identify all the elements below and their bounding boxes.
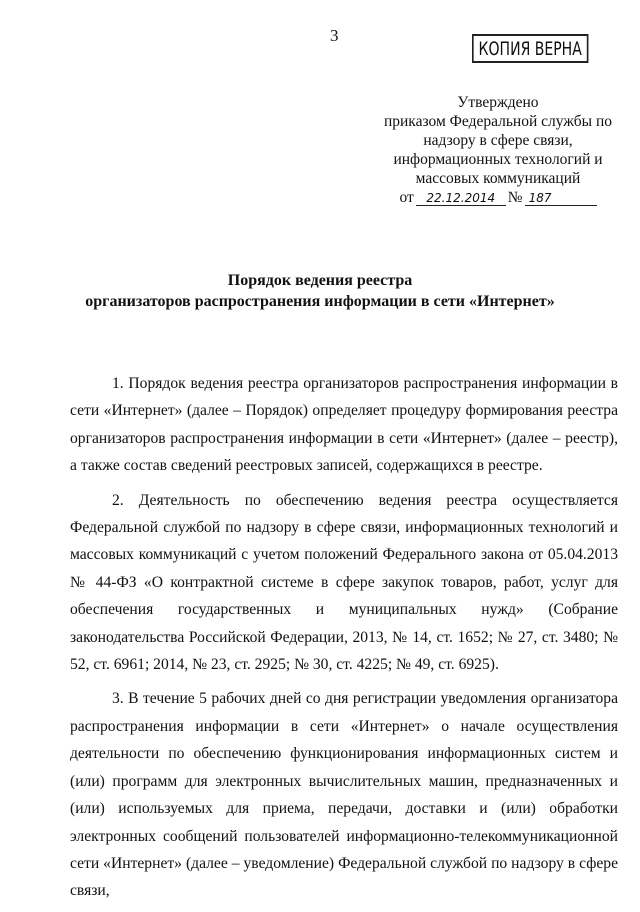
from-label: от: [399, 189, 414, 206]
title-line-2: организаторов распространения информации в сети «Интернет»: [85, 293, 555, 310]
approval-line-2: приказом Федеральной службы по: [383, 113, 613, 130]
number-label: №: [507, 189, 523, 206]
approval-line-5: массовых коммуникаций: [415, 170, 581, 187]
paragraph-3: 3. В течение 5 рабочих дней со дня регистрации уведомления организатора распространения информации в сети «Интернет» о начале осуществления деятельности по обеспечению функционирования информационных систем и (или) программ для электронных вычислительных машин, предназначенных и (или) используемых для приема, передачи, доставки и (или) обработки электронных сообщений пользователей информационно-телекоммуникационной сети «Интернет» (далее – уведомление) Федеральной службой по надзору в сфере связи,: [70, 690, 618, 900]
document-title: [60, 270, 580, 312]
approval-line-4: информационных технологий и: [393, 151, 603, 168]
document-body: [70, 370, 618, 912]
page-number: 3: [330, 26, 339, 45]
handwritten-number: 187: [525, 191, 597, 206]
paragraph-2: 2. Деятельность по обеспечению ведения реестра осуществляется Федеральной службой по надзору в сфере связи, информационных технологий и массовых коммуникаций с учетом положений Федерального закона от 05.04.2013 № 44-ФЗ «О контрактной системе в сфере закупок товаров, работ, услуг для обеспечения государственных и муниципальных нужд» (Собрание законодательства Российской Федерации, 2013, № 14, ст. 1652; № 27, ст. 3480; № 52, ст. 6961; 2014, № 23, ст. 2925; № 30, ст. 4225; № 49, ст. 6925).: [70, 491, 618, 674]
approval-line-3: надзору в сфере связи,: [423, 132, 573, 149]
paragraph-1: 1. Порядок ведения реестра организаторов распространения информации в сети «Интернет» (далее – Порядок) определяет процедуру формирования реестра организаторов распространения информации в сети «Интернет» (далее – реестр), а также состав сведений реестровых записей, содержащихся в реестре.: [70, 375, 618, 475]
approval-line-1: Утверждено: [457, 94, 539, 111]
certified-copy-stamp: КОПИЯ ВЕРНА: [472, 34, 588, 63]
approval-block: [372, 93, 624, 207]
approval-date-line: [372, 188, 624, 207]
handwritten-date: 22.12.2014: [416, 191, 506, 206]
title-line-1: Порядок ведения реестра: [227, 272, 413, 289]
